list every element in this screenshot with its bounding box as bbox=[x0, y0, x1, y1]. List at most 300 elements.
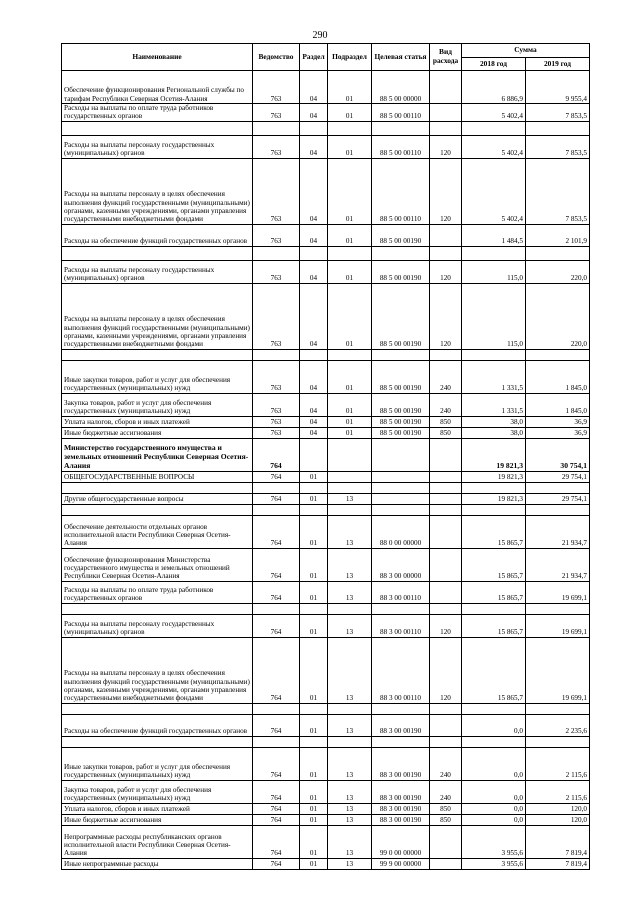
spacer-row bbox=[62, 121, 590, 135]
table-row bbox=[62, 637, 590, 703]
row-name: Расходы на выплаты персоналу государственных (муниципальных) органов bbox=[62, 135, 253, 158]
row-expense-type: 120 bbox=[430, 135, 462, 158]
row-name: Непрограммные расходы республиканских органов исполнительной власти Республики Северная Осетия-Алания bbox=[62, 825, 253, 858]
row-sum-2018: 15 865,7 bbox=[462, 548, 526, 581]
row-department: 763 bbox=[253, 393, 300, 416]
spacer-cell bbox=[462, 736, 526, 747]
spacer-cell bbox=[462, 246, 526, 260]
row-sum-2018: 15 865,7 bbox=[462, 637, 526, 703]
spacer-cell bbox=[462, 482, 526, 493]
budget-table bbox=[61, 43, 590, 870]
spacer-cell bbox=[328, 504, 372, 515]
row-sum-2019: 2 235,6 bbox=[526, 714, 590, 736]
spacer-row bbox=[62, 603, 590, 614]
table-row bbox=[62, 438, 590, 471]
row-sum-2019: 36,9 bbox=[526, 427, 590, 438]
row-department: 763 bbox=[253, 158, 300, 224]
row-target-article: 88 3 00 00190 bbox=[372, 814, 430, 825]
row-subsection: 13 bbox=[328, 747, 372, 780]
row-expense-type: 120 bbox=[430, 637, 462, 703]
table-row bbox=[62, 360, 590, 393]
row-sum-2018: 38,0 bbox=[462, 416, 526, 427]
spacer-cell bbox=[372, 504, 430, 515]
row-name: Обеспечение функционирования Региональной службы по тарифам Республики Северная Осетия-Алания bbox=[62, 71, 253, 104]
row-section: 01 bbox=[300, 714, 328, 736]
row-expense-type bbox=[430, 471, 462, 482]
row-section bbox=[300, 438, 328, 471]
table-row bbox=[62, 416, 590, 427]
row-name: Иные бюджетные ассигнования bbox=[62, 427, 253, 438]
table-row bbox=[62, 135, 590, 158]
row-name: Иные непрограммные расходы bbox=[62, 858, 253, 869]
row-sum-2019: 7 819,4 bbox=[526, 825, 590, 858]
row-target-article: 88 3 00 00190 bbox=[372, 747, 430, 780]
row-sum-2019: 220,0 bbox=[526, 260, 590, 283]
spacer-cell bbox=[372, 736, 430, 747]
row-subsection: 13 bbox=[328, 515, 372, 548]
table-row bbox=[62, 780, 590, 803]
row-name: Иные закупки товаров, работ и услуг для обеспечения государственных (муниципальных) нужд bbox=[62, 360, 253, 393]
row-target-article: 88 3 00 00190 bbox=[372, 714, 430, 736]
row-sum-2018: 5 402,4 bbox=[462, 135, 526, 158]
row-expense-type bbox=[430, 548, 462, 581]
row-sum-2019: 21 934,7 bbox=[526, 548, 590, 581]
spacer-cell bbox=[62, 121, 253, 135]
row-name: ОБЩЕГОСУДАРСТВЕННЫЕ ВОПРОСЫ bbox=[62, 471, 253, 482]
spacer-cell bbox=[430, 736, 462, 747]
row-sum-2018: 3 955,6 bbox=[462, 858, 526, 869]
row-subsection: 13 bbox=[328, 714, 372, 736]
row-name: Расходы на выплаты персоналу в целях обеспечения выполнения функций государственными (муниципальными) органами, казенными учреждениями, органами управления государственными внебюджетными фондами bbox=[62, 158, 253, 224]
spacer-cell bbox=[526, 246, 590, 260]
row-department: 763 bbox=[253, 416, 300, 427]
row-department: 764 bbox=[253, 714, 300, 736]
row-department: 764 bbox=[253, 637, 300, 703]
row-department: 764 bbox=[253, 493, 300, 504]
row-department: 764 bbox=[253, 825, 300, 858]
table-row bbox=[62, 104, 590, 122]
row-sum-2018: 115,0 bbox=[462, 283, 526, 349]
row-section: 01 bbox=[300, 814, 328, 825]
row-subsection: 13 bbox=[328, 548, 372, 581]
spacer-cell bbox=[372, 482, 430, 493]
row-target-article: 88 5 00 00190 bbox=[372, 283, 430, 349]
row-expense-type bbox=[430, 714, 462, 736]
spacer-cell bbox=[328, 246, 372, 260]
row-sum-2018: 0,0 bbox=[462, 780, 526, 803]
row-subsection: 01 bbox=[328, 71, 372, 104]
row-expense-type: 850 bbox=[430, 803, 462, 814]
row-section: 04 bbox=[300, 427, 328, 438]
row-name: Расходы на обеспечение функций государственных органов bbox=[62, 714, 253, 736]
table-row bbox=[62, 548, 590, 581]
row-expense-type bbox=[430, 104, 462, 122]
page-number: 290 bbox=[312, 30, 328, 41]
row-sum-2019: 2 115,6 bbox=[526, 780, 590, 803]
row-sum-2018: 3 955,6 bbox=[462, 825, 526, 858]
row-target-article: 88 3 00 00000 bbox=[372, 548, 430, 581]
row-sum-2018: 0,0 bbox=[462, 747, 526, 780]
table-row bbox=[62, 825, 590, 858]
table-body bbox=[62, 71, 590, 870]
spacer-cell bbox=[62, 703, 253, 714]
row-department: 764 bbox=[253, 747, 300, 780]
row-section: 01 bbox=[300, 471, 328, 482]
spacer-cell bbox=[526, 736, 590, 747]
spacer-cell bbox=[328, 703, 372, 714]
row-expense-type: 850 bbox=[430, 416, 462, 427]
table-row bbox=[62, 283, 590, 349]
spacer-cell bbox=[300, 121, 328, 135]
spacer-cell bbox=[430, 349, 462, 360]
spacer-cell bbox=[300, 603, 328, 614]
row-sum-2019: 19 699,1 bbox=[526, 581, 590, 603]
row-target-article: 88 3 00 00110 bbox=[372, 614, 430, 637]
row-target-article: 88 5 00 00190 bbox=[372, 416, 430, 427]
row-section: 01 bbox=[300, 493, 328, 504]
table-row bbox=[62, 260, 590, 283]
row-department: 763 bbox=[253, 260, 300, 283]
row-expense-type: 120 bbox=[430, 614, 462, 637]
spacer-row bbox=[62, 349, 590, 360]
row-name: Министерство государственного имущества и земельных отношений Республики Северная Осетия-Алания bbox=[62, 438, 253, 471]
spacer-cell bbox=[430, 603, 462, 614]
row-department: 764 bbox=[253, 858, 300, 869]
spacer-cell bbox=[430, 703, 462, 714]
row-name: Закупка товаров, работ и услуг для обеспечения государственных (муниципальных) нужд bbox=[62, 393, 253, 416]
spacer-cell bbox=[430, 482, 462, 493]
row-section: 01 bbox=[300, 614, 328, 637]
row-subsection: 13 bbox=[328, 858, 372, 869]
spacer-cell bbox=[462, 504, 526, 515]
row-sum-2019: 19 699,1 bbox=[526, 637, 590, 703]
spacer-cell bbox=[253, 504, 300, 515]
row-sum-2019: 29 754,1 bbox=[526, 493, 590, 504]
row-target-article: 88 5 00 00110 bbox=[372, 104, 430, 122]
spacer-cell bbox=[462, 603, 526, 614]
header-year-2018: 2018 год bbox=[462, 58, 526, 71]
row-sum-2018: 19 821,3 bbox=[462, 493, 526, 504]
spacer-cell bbox=[328, 603, 372, 614]
row-sum-2018: 6 886,9 bbox=[462, 71, 526, 104]
spacer-cell bbox=[430, 121, 462, 135]
row-target-article bbox=[372, 471, 430, 482]
row-sum-2018: 0,0 bbox=[462, 814, 526, 825]
row-sum-2018: 15 865,7 bbox=[462, 515, 526, 548]
row-sum-2019: 7 819,4 bbox=[526, 858, 590, 869]
row-department: 764 bbox=[253, 515, 300, 548]
spacer-cell bbox=[526, 349, 590, 360]
row-sum-2019: 30 754,1 bbox=[526, 438, 590, 471]
row-target-article bbox=[372, 438, 430, 471]
row-expense-type: 120 bbox=[430, 260, 462, 283]
row-sum-2019: 120,0 bbox=[526, 803, 590, 814]
spacer-cell bbox=[328, 349, 372, 360]
row-name: Иные закупки товаров, работ и услуг для обеспечения государственных (муниципальных) нужд bbox=[62, 747, 253, 780]
table-row bbox=[62, 515, 590, 548]
row-subsection: 01 bbox=[328, 135, 372, 158]
spacer-cell bbox=[372, 121, 430, 135]
row-section: 04 bbox=[300, 71, 328, 104]
row-expense-type bbox=[430, 224, 462, 246]
row-expense-type bbox=[430, 493, 462, 504]
spacer-cell bbox=[462, 121, 526, 135]
row-section: 01 bbox=[300, 825, 328, 858]
row-department: 764 bbox=[253, 471, 300, 482]
header-expense-type: Вид расхода bbox=[430, 44, 462, 71]
row-department: 763 bbox=[253, 224, 300, 246]
row-sum-2018: 0,0 bbox=[462, 714, 526, 736]
spacer-cell bbox=[253, 736, 300, 747]
spacer-cell bbox=[430, 504, 462, 515]
spacer-cell bbox=[300, 703, 328, 714]
row-expense-type bbox=[430, 858, 462, 869]
spacer-cell bbox=[300, 246, 328, 260]
row-name: Обеспечение деятельности отдельных органов исполнительной власти Республики Северная Осетия-Алания bbox=[62, 515, 253, 548]
row-section: 04 bbox=[300, 158, 328, 224]
row-subsection: 01 bbox=[328, 283, 372, 349]
row-section: 01 bbox=[300, 803, 328, 814]
row-subsection: 13 bbox=[328, 825, 372, 858]
row-sum-2019: 220,0 bbox=[526, 283, 590, 349]
table-row bbox=[62, 471, 590, 482]
row-expense-type: 850 bbox=[430, 427, 462, 438]
row-section: 01 bbox=[300, 780, 328, 803]
spacer-cell bbox=[253, 246, 300, 260]
row-target-article: 88 3 00 00190 bbox=[372, 780, 430, 803]
row-target-article: 88 3 00 00190 bbox=[372, 803, 430, 814]
header-name: Наименование bbox=[62, 44, 253, 71]
header-section: Раздел bbox=[300, 44, 328, 71]
row-subsection bbox=[328, 471, 372, 482]
spacer-row bbox=[62, 504, 590, 515]
spacer-cell bbox=[430, 246, 462, 260]
row-subsection: 13 bbox=[328, 814, 372, 825]
row-department: 763 bbox=[253, 360, 300, 393]
spacer-cell bbox=[462, 703, 526, 714]
row-sum-2018: 19 821,3 bbox=[462, 471, 526, 482]
table-row bbox=[62, 493, 590, 504]
row-sum-2018: 19 821,3 bbox=[462, 438, 526, 471]
spacer-cell bbox=[300, 736, 328, 747]
row-expense-type: 240 bbox=[430, 780, 462, 803]
row-section: 01 bbox=[300, 747, 328, 780]
row-subsection: 13 bbox=[328, 614, 372, 637]
spacer-cell bbox=[253, 349, 300, 360]
row-expense-type: 120 bbox=[430, 158, 462, 224]
row-name: Закупка товаров, работ и услуг для обеспечения государственных (муниципальных) нужд bbox=[62, 780, 253, 803]
row-sum-2019: 2 115,6 bbox=[526, 747, 590, 780]
row-expense-type bbox=[430, 825, 462, 858]
row-subsection: 01 bbox=[328, 427, 372, 438]
row-department: 763 bbox=[253, 283, 300, 349]
spacer-cell bbox=[253, 703, 300, 714]
row-subsection: 13 bbox=[328, 780, 372, 803]
row-department: 763 bbox=[253, 427, 300, 438]
table-row bbox=[62, 224, 590, 246]
row-sum-2019: 9 955,4 bbox=[526, 71, 590, 104]
row-expense-type bbox=[430, 71, 462, 104]
row-subsection: 13 bbox=[328, 581, 372, 603]
row-target-article: 99 0 00 00000 bbox=[372, 825, 430, 858]
row-section: 04 bbox=[300, 416, 328, 427]
spacer-cell bbox=[300, 482, 328, 493]
spacer-cell bbox=[62, 504, 253, 515]
row-sum-2018: 1 331,5 bbox=[462, 393, 526, 416]
row-subsection: 01 bbox=[328, 260, 372, 283]
row-sum-2018: 1 484,5 bbox=[462, 224, 526, 246]
table-row bbox=[62, 803, 590, 814]
row-sum-2019: 7 853,5 bbox=[526, 135, 590, 158]
row-target-article: 88 3 00 00110 bbox=[372, 637, 430, 703]
spacer-cell bbox=[462, 349, 526, 360]
row-section: 04 bbox=[300, 360, 328, 393]
row-target-article: 88 0 00 00000 bbox=[372, 515, 430, 548]
row-department: 763 bbox=[253, 104, 300, 122]
row-name: Расходы на выплаты по оплате труда работников государственных органов bbox=[62, 104, 253, 122]
spacer-row bbox=[62, 482, 590, 493]
header-sum: Сумма bbox=[462, 44, 590, 58]
spacer-cell bbox=[300, 349, 328, 360]
spacer-cell bbox=[253, 121, 300, 135]
spacer-cell bbox=[328, 121, 372, 135]
row-target-article: 88 5 00 00110 bbox=[372, 135, 430, 158]
row-expense-type: 850 bbox=[430, 814, 462, 825]
spacer-cell bbox=[62, 482, 253, 493]
row-sum-2019: 21 934,7 bbox=[526, 515, 590, 548]
row-department: 764 bbox=[253, 438, 300, 471]
row-sum-2018: 5 402,4 bbox=[462, 104, 526, 122]
spacer-cell bbox=[62, 246, 253, 260]
spacer-cell bbox=[300, 504, 328, 515]
row-section: 04 bbox=[300, 104, 328, 122]
row-section: 04 bbox=[300, 224, 328, 246]
table-row bbox=[62, 393, 590, 416]
row-subsection bbox=[328, 438, 372, 471]
row-department: 764 bbox=[253, 803, 300, 814]
table-row bbox=[62, 714, 590, 736]
spacer-cell bbox=[328, 482, 372, 493]
row-name: Обеспечение функционирования Министерства государственного имущества и земельных отношений Республики Северная Осетия-Алания bbox=[62, 548, 253, 581]
header-department: Ведомство bbox=[253, 44, 300, 71]
spacer-row bbox=[62, 246, 590, 260]
spacer-cell bbox=[526, 703, 590, 714]
table-header bbox=[62, 44, 590, 71]
row-subsection: 13 bbox=[328, 637, 372, 703]
row-department: 763 bbox=[253, 71, 300, 104]
row-target-article: 88 5 00 00190 bbox=[372, 360, 430, 393]
row-department: 764 bbox=[253, 581, 300, 603]
row-name: Расходы на выплаты по оплате труда работников государственных органов bbox=[62, 581, 253, 603]
row-department: 763 bbox=[253, 135, 300, 158]
row-subsection: 01 bbox=[328, 393, 372, 416]
row-expense-type: 240 bbox=[430, 747, 462, 780]
row-subsection: 01 bbox=[328, 158, 372, 224]
row-name: Расходы на обеспечение функций государственных органов bbox=[62, 224, 253, 246]
spacer-cell bbox=[526, 603, 590, 614]
header-year-2019: 2019 год bbox=[526, 58, 590, 71]
row-section: 04 bbox=[300, 393, 328, 416]
row-expense-type: 120 bbox=[430, 283, 462, 349]
spacer-cell bbox=[526, 504, 590, 515]
row-target-article: 88 5 00 00190 bbox=[372, 427, 430, 438]
row-sum-2019: 1 845,0 bbox=[526, 360, 590, 393]
spacer-row bbox=[62, 736, 590, 747]
row-section: 01 bbox=[300, 515, 328, 548]
row-target-article: 88 5 00 00190 bbox=[372, 260, 430, 283]
row-name: Расходы на выплаты персоналу государственных (муниципальных) органов bbox=[62, 614, 253, 637]
spacer-cell bbox=[253, 482, 300, 493]
row-name: Расходы на выплаты персоналу государственных (муниципальных) органов bbox=[62, 260, 253, 283]
row-section: 04 bbox=[300, 283, 328, 349]
table-row bbox=[62, 747, 590, 780]
row-subsection: 01 bbox=[328, 360, 372, 393]
row-expense-type: 240 bbox=[430, 393, 462, 416]
row-target-article: 88 3 00 00110 bbox=[372, 581, 430, 603]
row-sum-2019: 1 845,0 bbox=[526, 393, 590, 416]
row-section: 04 bbox=[300, 135, 328, 158]
row-expense-type bbox=[430, 581, 462, 603]
spacer-cell bbox=[526, 121, 590, 135]
row-section: 01 bbox=[300, 637, 328, 703]
row-subsection: 01 bbox=[328, 224, 372, 246]
spacer-cell bbox=[372, 246, 430, 260]
table-row bbox=[62, 858, 590, 869]
row-expense-type bbox=[430, 438, 462, 471]
row-name: Уплата налогов, сборов и иных платежей bbox=[62, 416, 253, 427]
table-row bbox=[62, 158, 590, 224]
row-sum-2019: 2 101,9 bbox=[526, 224, 590, 246]
row-sum-2018: 38,0 bbox=[462, 427, 526, 438]
spacer-cell bbox=[372, 603, 430, 614]
row-section: 01 bbox=[300, 858, 328, 869]
spacer-cell bbox=[253, 603, 300, 614]
row-sum-2018: 1 331,5 bbox=[462, 360, 526, 393]
row-sum-2019: 7 853,5 bbox=[526, 104, 590, 122]
row-department: 764 bbox=[253, 814, 300, 825]
row-expense-type: 240 bbox=[430, 360, 462, 393]
row-subsection: 01 bbox=[328, 104, 372, 122]
row-sum-2018: 15 865,7 bbox=[462, 581, 526, 603]
row-sum-2019: 36,9 bbox=[526, 416, 590, 427]
row-subsection: 13 bbox=[328, 803, 372, 814]
header-subsection: Подраздел bbox=[328, 44, 372, 71]
row-name: Расходы на выплаты персоналу в целях обеспечения выполнения функций государственными (муниципальными) органами, казенными учреждениями, органами управления государственными внебюджетными фондами bbox=[62, 637, 253, 703]
row-section: 01 bbox=[300, 548, 328, 581]
table-row bbox=[62, 427, 590, 438]
row-department: 764 bbox=[253, 780, 300, 803]
row-target-article: 88 5 00 00190 bbox=[372, 224, 430, 246]
spacer-row bbox=[62, 703, 590, 714]
row-subsection: 01 bbox=[328, 416, 372, 427]
row-target-article bbox=[372, 493, 430, 504]
row-name: Другие общегосударственные вопросы bbox=[62, 493, 253, 504]
spacer-cell bbox=[328, 736, 372, 747]
table-row bbox=[62, 71, 590, 104]
row-expense-type bbox=[430, 515, 462, 548]
row-sum-2019: 7 853,5 bbox=[526, 158, 590, 224]
row-department: 764 bbox=[253, 614, 300, 637]
row-sum-2018: 15 865,7 bbox=[462, 614, 526, 637]
row-department: 764 bbox=[253, 548, 300, 581]
spacer-cell bbox=[372, 349, 430, 360]
row-sum-2018: 115,0 bbox=[462, 260, 526, 283]
spacer-cell bbox=[62, 736, 253, 747]
row-sum-2018: 0,0 bbox=[462, 803, 526, 814]
table-row bbox=[62, 581, 590, 603]
table-row bbox=[62, 614, 590, 637]
row-target-article: 88 5 00 00000 bbox=[372, 71, 430, 104]
